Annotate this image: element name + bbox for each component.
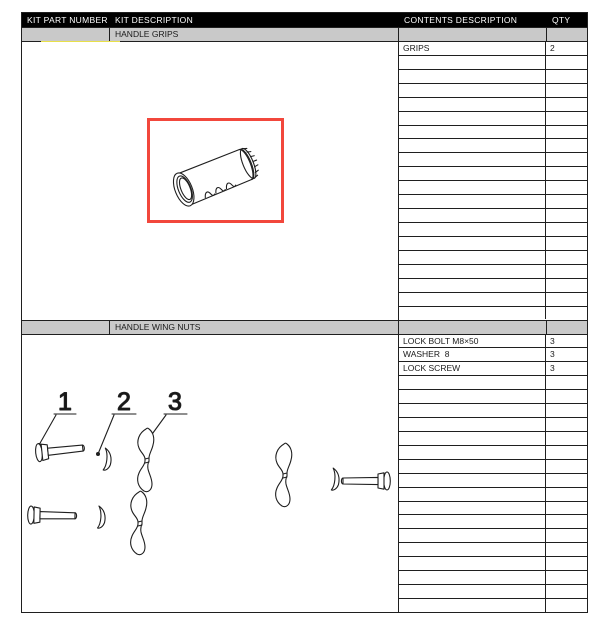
- qty-cell: [546, 84, 587, 97]
- contents-row: [399, 335, 587, 349]
- qty-cell: [546, 237, 587, 250]
- section-title-row-handle-wing-nuts: [22, 320, 587, 335]
- contents-description-cell: [399, 223, 546, 236]
- wing-nut-icon: [131, 491, 147, 554]
- contents-row: [399, 98, 587, 112]
- contents-description-cell: [399, 529, 546, 542]
- qty-cell: [546, 167, 587, 180]
- qty-cell: [546, 474, 587, 487]
- red-highlight-box: [147, 118, 284, 223]
- empty-contents-cell: [399, 28, 547, 41]
- lock-bolt-icon: [35, 438, 86, 461]
- contents-row: [399, 70, 587, 84]
- contents-description-cell: [399, 307, 546, 320]
- contents-description-cell: [399, 167, 546, 180]
- contents-row: [399, 112, 587, 126]
- contents-row: [399, 404, 587, 418]
- qty-cell: [546, 209, 587, 222]
- qty-cell: [546, 279, 587, 292]
- qty-cell: [546, 599, 587, 612]
- contents-description-cell: [399, 515, 546, 528]
- contents-description-cell: [399, 571, 546, 584]
- callout-1-label: 1: [58, 387, 72, 416]
- table-header-row: [22, 13, 587, 27]
- qty-cell: [546, 488, 587, 501]
- contents-description-cell: [399, 265, 546, 278]
- callout-3-label: 3: [168, 387, 182, 416]
- header-kit-part-number: KIT PART NUMBER: [27, 15, 108, 25]
- header-contents-description: CONTENTS DESCRIPTION: [404, 15, 518, 25]
- qty-cell: [546, 376, 587, 389]
- contents-row: [399, 460, 587, 474]
- qty-cell: [546, 515, 587, 528]
- contents-row: [399, 251, 587, 265]
- qty-cell: 3: [550, 335, 555, 346]
- qty-cell: [546, 460, 587, 473]
- qty-cell: [546, 543, 587, 556]
- contents-description-cell: [399, 237, 546, 250]
- contents-row: [399, 139, 587, 153]
- contents-row: [399, 502, 587, 516]
- contents-row: [399, 237, 587, 251]
- section-body-handle-wing-nuts: [22, 335, 587, 613]
- qty-cell: [546, 153, 587, 166]
- callout-3: [148, 388, 187, 439]
- exploded-parts-drawing: [22, 335, 399, 613]
- contents-description-cell: LOCK SCREW: [399, 362, 546, 375]
- contents-row: [399, 529, 587, 543]
- contents-rows-section-1: [399, 42, 587, 320]
- grip-drawing-area: [22, 42, 399, 320]
- qty-cell: [546, 529, 587, 542]
- contents-description-cell: [399, 181, 546, 194]
- contents-description-cell: [399, 585, 546, 598]
- contents-row: [399, 446, 587, 460]
- contents-row: [399, 42, 587, 56]
- qty-cell: [546, 404, 587, 417]
- wing-nut-icon: [138, 428, 154, 491]
- qty-cell: [546, 307, 587, 320]
- contents-description-cell: [399, 502, 546, 515]
- qty-cell: [546, 432, 587, 445]
- contents-row: [399, 167, 587, 181]
- contents-description-cell: [399, 432, 546, 445]
- callout-2-label: 2: [117, 387, 131, 416]
- qty-cell: [546, 56, 587, 69]
- contents-description-cell: [399, 84, 546, 97]
- contents-description-cell: WASHER 8: [399, 348, 546, 361]
- contents-description-cell: [399, 390, 546, 403]
- qty-cell: [546, 126, 587, 139]
- qty-cell: 3: [550, 363, 555, 374]
- qty-cell: [546, 139, 587, 152]
- empty-qty-cell: [547, 28, 587, 41]
- contents-description-cell: [399, 557, 546, 570]
- qty-cell: [546, 390, 587, 403]
- contents-row: [399, 571, 587, 585]
- contents-row: [399, 515, 587, 529]
- contents-description-cell: LOCK BOLT M8×50: [399, 335, 546, 348]
- contents-row: [399, 432, 587, 446]
- contents-row: [399, 543, 587, 557]
- qty-cell: [546, 70, 587, 83]
- contents-description-cell: [399, 70, 546, 83]
- washer-icon: [103, 448, 113, 471]
- contents-description-cell: [399, 139, 546, 152]
- contents-row: [399, 418, 587, 432]
- contents-description-cell: [399, 209, 546, 222]
- qty-cell: [546, 181, 587, 194]
- contents-row: [399, 348, 587, 362]
- lock-bolt-icon: [341, 472, 390, 490]
- contents-description-cell: [399, 404, 546, 417]
- kit-description-cell: HANDLE GRIPS: [110, 28, 399, 41]
- contents-description-cell: GRIPS: [399, 42, 546, 55]
- callout-2: [96, 388, 136, 456]
- contents-row: [399, 376, 587, 390]
- section-title-row-handle-grips: [22, 27, 587, 42]
- washer-icon: [97, 506, 106, 529]
- callout-1: [37, 388, 76, 447]
- empty-contents-cell: [399, 321, 547, 334]
- contents-row: [399, 293, 587, 307]
- contents-row: [399, 362, 587, 376]
- contents-row: [399, 181, 587, 195]
- washer-icon: [331, 468, 340, 491]
- empty-qty-cell: [547, 321, 587, 334]
- wing-nut-icon: [276, 443, 292, 506]
- contents-description-cell: [399, 418, 546, 431]
- qty-cell: [546, 223, 587, 236]
- wing-nut-drawing-area: [22, 335, 399, 613]
- qty-cell: [546, 112, 587, 125]
- contents-description-cell: [399, 56, 546, 69]
- contents-row: [399, 153, 587, 167]
- qty-cell: [546, 98, 587, 111]
- lock-bolt-icon: [28, 505, 77, 524]
- contents-row: [399, 265, 587, 279]
- contents-description-cell: [399, 446, 546, 459]
- contents-description-cell: [399, 112, 546, 125]
- qty-cell: [546, 418, 587, 431]
- contents-row: [399, 195, 587, 209]
- contents-row: [399, 84, 587, 98]
- contents-description-cell: [399, 126, 546, 139]
- contents-row: [399, 223, 587, 237]
- qty-cell: [546, 446, 587, 459]
- contents-description-cell: [399, 599, 546, 612]
- contents-description-cell: [399, 460, 546, 473]
- kit-description-cell: HANDLE WING NUTS: [110, 321, 399, 334]
- contents-description-cell: [399, 376, 546, 389]
- parts-table: [21, 12, 588, 613]
- contents-row: [399, 390, 587, 404]
- contents-description-cell: [399, 98, 546, 111]
- contents-row: [399, 307, 587, 320]
- contents-description-cell: [399, 153, 546, 166]
- header-qty: QTY: [552, 15, 571, 25]
- header-kit-description: KIT DESCRIPTION: [115, 15, 194, 25]
- contents-row: [399, 209, 587, 223]
- qty-cell: [546, 557, 587, 570]
- qty-cell: [546, 502, 587, 515]
- qty-cell: [546, 195, 587, 208]
- contents-row: [399, 557, 587, 571]
- contents-row: [399, 56, 587, 70]
- qty-cell: [546, 265, 587, 278]
- contents-row: [399, 279, 587, 293]
- contents-description-cell: [399, 279, 546, 292]
- qty-cell: [546, 293, 587, 306]
- qty-cell: 2: [550, 43, 555, 53]
- qty-cell: [546, 585, 587, 598]
- kit-part-number-cell: [22, 321, 110, 334]
- contents-description-cell: [399, 195, 546, 208]
- qty-cell: [546, 571, 587, 584]
- contents-rows-section-2: [399, 335, 587, 613]
- qty-cell: [546, 251, 587, 264]
- contents-description-cell: [399, 488, 546, 501]
- contents-row: [399, 585, 587, 599]
- contents-description-cell: [399, 543, 546, 556]
- handle-grip-icon: [150, 121, 281, 220]
- contents-description-cell: [399, 474, 546, 487]
- qty-cell: 3: [550, 349, 555, 360]
- contents-row: [399, 599, 587, 612]
- contents-row: [399, 488, 587, 502]
- contents-description-cell: [399, 251, 546, 264]
- kit-part-number-cell: [22, 28, 110, 41]
- contents-description-cell: [399, 293, 546, 306]
- contents-row: [399, 126, 587, 140]
- contents-row: [399, 474, 587, 488]
- section-body-handle-grips: [22, 42, 587, 320]
